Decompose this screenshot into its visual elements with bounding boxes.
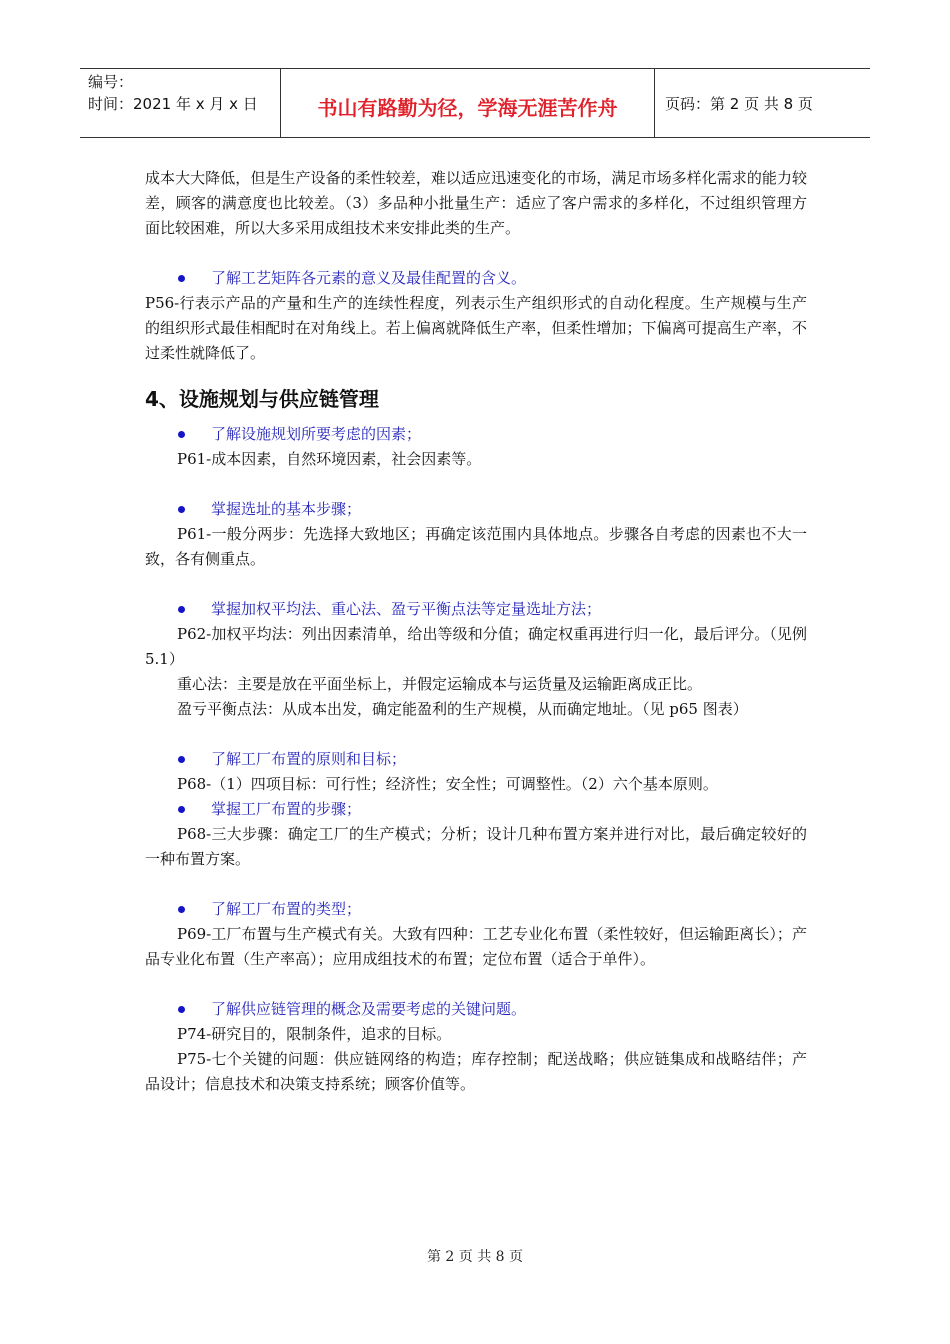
bullet-text: 掌握工厂布置的步骤； — [211, 800, 362, 818]
paragraph: P69-工厂布置与生产模式有关。大致有四种：工艺专业化布置（柔性较好，但运输距离长）；产品专业化布置（生产率高）；应用成组技术的布置；定位布置（适合于单件）。 — [145, 925, 807, 968]
paragraph: 盈亏平衡点法：从成本出发，确定能盈利的生产规模，从而确定地址。（见 p65 图表） — [177, 700, 748, 718]
header-table — [80, 68, 870, 138]
bullet-text: 了解工艺矩阵各元素的意义及最佳配置的含义。 — [211, 269, 527, 287]
header-left-cell — [80, 69, 281, 137]
document-body — [145, 166, 807, 1097]
bullet-item — [145, 597, 807, 622]
paragraph: P62-加权平均法：列出因素清单，给出等级和分值；确定权重再进行归一化，最后评分。（见例 5.1） — [145, 625, 807, 668]
bullet-item — [145, 797, 807, 822]
bullet-text: 了解供应链管理的概念及需要考虑的关键问题。 — [211, 1000, 527, 1018]
paragraph: 重心法：主要是放在平面坐标上，并假定运输成本与运货量及运输距离成正比。 — [177, 675, 703, 693]
paragraph: P68-三大步骤：确定工厂的生产模式；分析；设计几种布置方案并进行对比，最后确定较好的一种布置方案。 — [145, 825, 807, 868]
paragraph: P68-（1）四项目标：可行性；经济性；安全性；可调整性。（2）六个基本原则。 — [177, 775, 718, 793]
document-number-label: 编号： — [88, 73, 134, 91]
bullet-text: 掌握选址的基本步骤； — [211, 500, 362, 518]
paragraph: 成本大大降低，但是生产设备的柔性较差，难以适应迅速变化的市场，满足市场多样化需求的能力较差，顾客的满意度也比较差。（3）多品种小批量生产：适应了客户需求的多样化，不过组织管理方面比较困难，所以大多采用成组技术来安排此类的生产。 — [145, 169, 807, 237]
document-date-label: 时间：2021 年 x 月 x 日 — [88, 95, 258, 113]
bullet-text: 了解设施规划所要考虑的因素； — [211, 425, 422, 443]
bullet-item — [145, 266, 807, 291]
bullet-dot-icon — [178, 606, 185, 613]
bullet-dot-icon — [178, 431, 185, 438]
bullet-text: 了解工厂布置的类型； — [211, 900, 362, 918]
section-heading: 4、设施规划与供应链管理 — [145, 387, 379, 411]
header-motto: 书山有路勤为径，学海无涯苦作舟 — [281, 69, 655, 137]
bullet-item — [145, 422, 807, 447]
bullet-dot-icon — [178, 906, 185, 913]
bullet-dot-icon — [178, 275, 185, 282]
bullet-dot-icon — [178, 506, 185, 513]
bullet-text: 掌握加权平均法、重心法、盈亏平衡点法等定量选址方法； — [211, 600, 602, 618]
header-page-label: 页码：第 2 页 共 8 页 — [665, 94, 813, 113]
bullet-dot-icon — [178, 1006, 185, 1013]
bullet-dot-icon — [178, 806, 185, 813]
paragraph: P61-一般分两步：先选择大致地区；再确定该范围内具体地点。步骤各自考虑的因素也不大一致，各有侧重点。 — [145, 525, 807, 568]
page-footer: 第 2 页 共 8 页 — [426, 1249, 524, 1265]
bullet-item — [145, 997, 807, 1022]
bullet-item — [145, 747, 807, 772]
bullet-item — [145, 497, 807, 522]
bullet-item — [145, 897, 807, 922]
paragraph: P61-成本因素，自然环境因素，社会因素等。 — [177, 450, 482, 468]
paragraph: P75-七个关键的问题：供应链网络的构造；库存控制；配送战略；供应链集成和战略结伴；产品设计；信息技术和决策支持系统；顾客价值等。 — [145, 1050, 807, 1093]
bullet-dot-icon — [178, 756, 185, 763]
bullet-text: 了解工厂布置的原则和目标； — [211, 750, 407, 768]
paragraph: P56-行表示产品的产量和生产的连续性程度，列表示生产组织形式的自动化程度。生产规模与生产的组织形式最佳相配时在对角线上。若上偏离就降低生产率，但柔性增加；下偏离可提高生产率，不过柔性就降低了。 — [145, 294, 807, 362]
paragraph: P74-研究目的，限制条件，追求的目标。 — [177, 1025, 452, 1043]
